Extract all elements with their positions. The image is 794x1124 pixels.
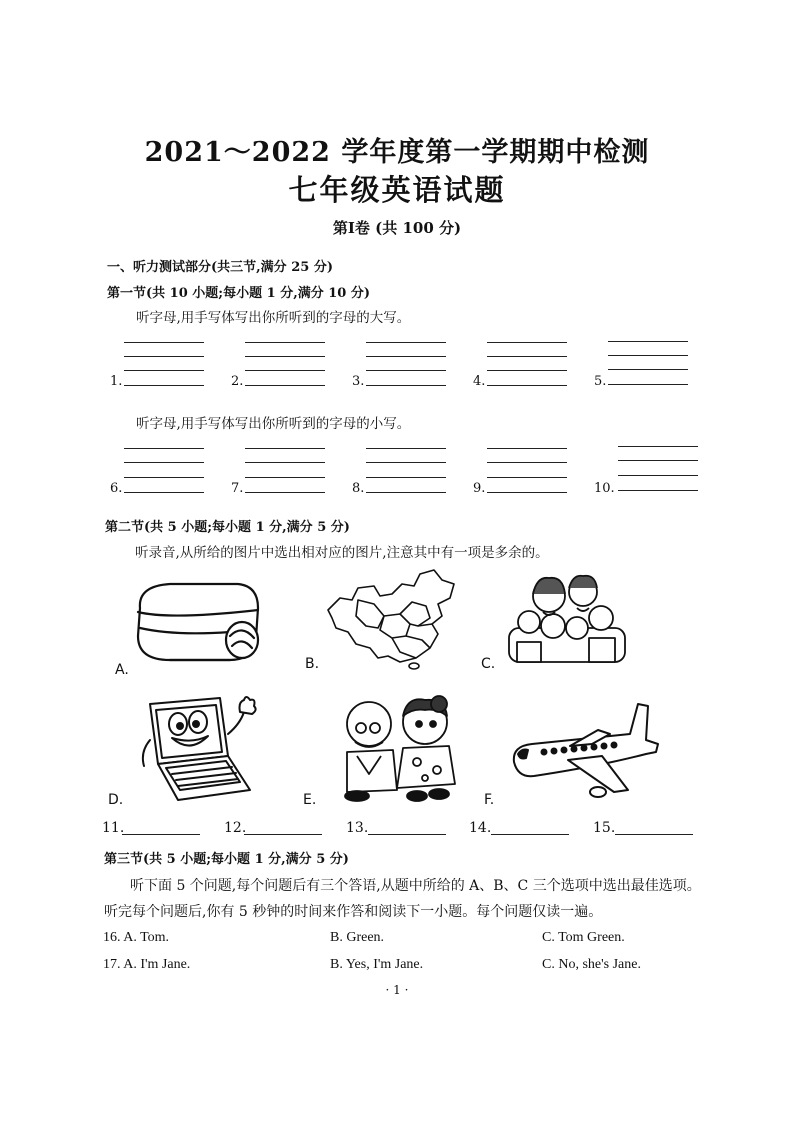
question-number: 8. (352, 481, 365, 496)
option-c[interactable]: C. Tom Green. (542, 930, 625, 945)
laptop-icon (132, 694, 262, 802)
question-number: 1. (110, 374, 123, 389)
writing-line[interactable] (245, 356, 325, 357)
writing-line[interactable] (487, 477, 567, 478)
writing-line[interactable] (124, 370, 204, 371)
writing-line[interactable] (608, 369, 688, 370)
writing-line[interactable] (366, 356, 446, 357)
question-number: 6. (110, 481, 123, 496)
writing-line[interactable] (124, 462, 204, 463)
writing-line[interactable] (487, 448, 567, 449)
volume-label: 第Ⅰ卷 (共 100 分) (332, 219, 462, 237)
part1-heading: 一、听力测试部分(共三节,满分 25 分) (107, 260, 333, 275)
writing-line[interactable] (608, 384, 688, 385)
writing-line[interactable] (366, 370, 446, 371)
writing-line[interactable] (487, 370, 567, 371)
writing-line[interactable] (487, 342, 567, 343)
writing-line[interactable] (124, 385, 204, 386)
picture-label: C. (481, 656, 496, 672)
family-icon (503, 568, 633, 668)
writing-line[interactable] (245, 448, 325, 449)
section3-instr-line1: 听下面 5 个问题,每个问题后有三个答语,从题中所给的 A、B、C 三个选项中选出最佳选项。 (130, 878, 701, 894)
question-number: 10. (594, 481, 615, 496)
picture-label: F. (484, 792, 495, 808)
section1-instr-upper: 听字母,用手写体写出你所听到的字母的大写。 (136, 310, 411, 326)
writing-line[interactable] (618, 460, 698, 461)
exam-title: 2021～2022 学年度第一学期期中检测 (144, 137, 650, 168)
question-number: 9. (473, 481, 486, 496)
writing-line[interactable] (618, 475, 698, 476)
picture-label: E. (303, 792, 317, 808)
question-number: 3. (352, 374, 365, 389)
quilt-icon (130, 576, 265, 668)
writing-line[interactable] (366, 477, 446, 478)
picture-label: D. (108, 792, 124, 808)
question-number: 4. (473, 374, 486, 389)
writing-line[interactable] (608, 355, 688, 356)
section3-instr-line2: 听完每个问题后,你有 5 秒钟的时间来作答和阅读下一小题。每个问题仅读一遍。 (104, 904, 603, 920)
section2-heading: 第二节(共 5 小题;每小题 1 分,满分 5 分) (105, 520, 350, 535)
answer-blank[interactable] (615, 834, 693, 835)
question-number: 2. (231, 374, 244, 389)
writing-line[interactable] (487, 462, 567, 463)
section1-instr-lower: 听字母,用手写体写出你所听到的字母的小写。 (136, 416, 411, 432)
writing-line[interactable] (124, 448, 204, 449)
option-b[interactable]: B. Yes, I'm Jane. (330, 957, 424, 972)
question-number: 12. (224, 820, 247, 836)
option-b[interactable]: B. Green. (330, 930, 385, 945)
answer-blank[interactable] (368, 834, 446, 835)
writing-line[interactable] (124, 477, 204, 478)
china-map-icon (322, 566, 462, 670)
writing-line[interactable] (487, 385, 567, 386)
option-a[interactable]: 17. A. I'm Jane. (103, 957, 191, 972)
question-number: 14. (469, 820, 492, 836)
page-number: · 1 · (385, 983, 409, 997)
answer-blank[interactable] (122, 834, 200, 835)
grandparents-icon (333, 694, 461, 802)
writing-line[interactable] (366, 492, 446, 493)
writing-line[interactable] (366, 462, 446, 463)
writing-line[interactable] (618, 490, 698, 491)
option-a[interactable]: 16. A. Tom. (103, 930, 170, 945)
question-number: 13. (346, 820, 369, 836)
writing-line[interactable] (245, 342, 325, 343)
writing-line[interactable] (487, 492, 567, 493)
answer-blank[interactable] (244, 834, 322, 835)
question-number: 5. (594, 374, 607, 389)
picture-label: B. (305, 656, 320, 672)
question-number: 11. (102, 820, 125, 836)
writing-line[interactable] (245, 462, 325, 463)
section2-instr: 听录音,从所给的图片中选出相对应的图片,注意其中有一项是多余的。 (135, 545, 549, 561)
writing-line[interactable] (618, 446, 698, 447)
question-number: 7. (231, 481, 244, 496)
section3-heading: 第三节(共 5 小题;每小题 1 分,满分 5 分) (104, 852, 349, 867)
writing-line[interactable] (245, 385, 325, 386)
writing-line[interactable] (124, 492, 204, 493)
writing-line[interactable] (608, 341, 688, 342)
writing-line[interactable] (124, 356, 204, 357)
question-number: 15. (593, 820, 616, 836)
writing-line[interactable] (124, 342, 204, 343)
writing-line[interactable] (487, 356, 567, 357)
writing-line[interactable] (245, 477, 325, 478)
writing-line[interactable] (245, 370, 325, 371)
airplane-icon (510, 700, 660, 800)
section1-heading: 第一节(共 10 小题;每小题 1 分,满分 10 分) (107, 286, 371, 301)
writing-line[interactable] (366, 448, 446, 449)
exam-subtitle: 七年级英语试题 (288, 173, 506, 207)
writing-line[interactable] (366, 342, 446, 343)
picture-label: A. (115, 662, 129, 678)
writing-line[interactable] (245, 492, 325, 493)
writing-line[interactable] (366, 385, 446, 386)
answer-blank[interactable] (491, 834, 569, 835)
option-c[interactable]: C. No, she's Jane. (542, 957, 641, 972)
